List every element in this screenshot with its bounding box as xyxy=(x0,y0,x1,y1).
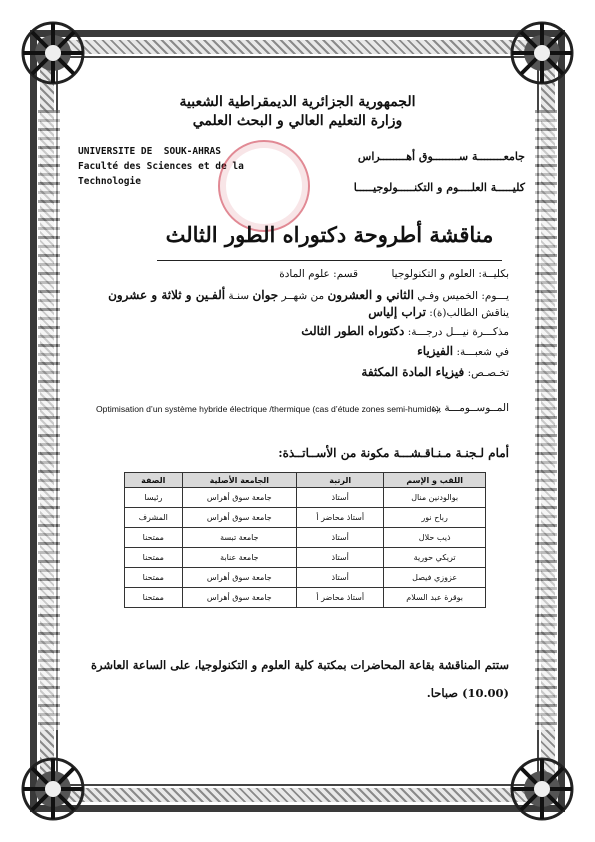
university-name-fr: UNIVERSITE DE SOUK-AHRAS xyxy=(78,146,221,157)
faculty-department-line xyxy=(279,268,509,280)
republic-heading: الجمهورية الجزائرية الديمقراطية الشعبية xyxy=(179,94,416,110)
jury-member-university: جامعة سوق أهراس xyxy=(182,568,296,588)
jury-intro-text: أمام لـجنـة مـنـاقـشـــة مكونة من الأســاتــذة: xyxy=(278,446,509,460)
jury-member-name: رباح نور xyxy=(384,508,486,528)
jury-member-rank: أستاذ xyxy=(297,488,384,508)
student-label: يناقش الطالب(ة): xyxy=(429,307,509,319)
jury-member-role: رئيسا xyxy=(125,488,183,508)
table-row xyxy=(125,488,486,508)
jury-member-name: عزوزي فيصل xyxy=(384,568,486,588)
header-name: اللقب و الإسم xyxy=(384,473,486,488)
jury-member-role: ممتحنا xyxy=(125,548,183,568)
jury-member-university: جامعة سوق أهراس xyxy=(182,588,296,608)
branch-label: في شعبـــة: xyxy=(456,346,509,358)
branch-value: الفيزياء xyxy=(417,344,454,358)
date-year-prefix: سنـة xyxy=(228,290,250,302)
frame-right-chain xyxy=(535,110,557,730)
jury-member-name: بوالودنين منال xyxy=(384,488,486,508)
corner-ornament-bottom-left xyxy=(10,746,96,832)
jury-member-rank: أستاذ xyxy=(297,548,384,568)
department-label: قسم: xyxy=(333,268,359,280)
university-name-ar: جامعــــــــة ســــــــوق أهــــــــراس xyxy=(357,150,525,163)
defense-time-text: (10.00) صباحا. xyxy=(426,686,509,700)
table-row xyxy=(125,588,486,608)
jury-member-university: جامعة عنابة xyxy=(182,548,296,568)
faculty-name-fr: Faculté des Sciences et de la xyxy=(78,161,244,172)
faculty-name-ar: كليـــــة العلــــوم و التكنـــــولوجيـــــا xyxy=(353,181,525,194)
document-title: مناقشة أطروحة دكتوراه الطور الثالث xyxy=(165,221,494,247)
date-month: جوان xyxy=(252,288,279,302)
faculty-name-fr-cont: Technologie xyxy=(78,176,141,187)
thesis-label: المــوســومـــة بـ: xyxy=(431,402,509,414)
specialty-line xyxy=(361,365,509,379)
specialty-label: تخـصـص: xyxy=(467,367,509,379)
jury-member-name: ذيب حلال xyxy=(384,528,486,548)
jury-member-rank: أستاذ xyxy=(297,568,384,588)
jury-member-university: جامعة تبسة xyxy=(182,528,296,548)
jury-member-university: جامعة سوق أهراس xyxy=(182,508,296,528)
degree-label: مذكـــرة نيـــل درجـــة: xyxy=(407,326,509,338)
faculty-label: بكليــة: xyxy=(478,268,509,280)
faculty-value: العلوم و التكنولوجيا xyxy=(391,268,475,280)
date-month-prefix: من شهــر xyxy=(281,290,325,302)
corner-ornament-bottom-right xyxy=(499,746,585,832)
date-line xyxy=(108,288,509,302)
header-university: الجامعة الأصلية xyxy=(182,473,296,488)
defense-location-text: ستتم المناقشة بقاعة المحاضرات بمكتبة كلية العلوم و التكنولوجيا، على الساعة العاشرة xyxy=(90,658,509,672)
jury-member-rank: أستاذ xyxy=(297,528,384,548)
header-rank: الرتبة xyxy=(297,473,384,488)
table-row xyxy=(125,568,486,588)
jury-member-role: ممتحنا xyxy=(125,528,183,548)
date-day: الثاني و العشرون xyxy=(327,288,414,302)
jury-member-role: المشرف xyxy=(125,508,183,528)
document-title-box xyxy=(157,208,502,261)
department-value: علوم المادة xyxy=(279,268,330,280)
table-row xyxy=(125,528,486,548)
jury-member-name: تريكي حورية xyxy=(384,548,486,568)
degree-value: دكتوراه الطور الثالث xyxy=(301,324,405,338)
jury-intro xyxy=(278,446,509,460)
jury-member-rank: أستاذ محاضر أ xyxy=(297,508,384,528)
jury-member-name: بوقرة عبد السلام xyxy=(384,588,486,608)
date-year: ألفـين و ثلاثة و عشرون xyxy=(108,288,226,302)
jury-member-university: جامعة سوق أهراس xyxy=(182,488,296,508)
jury-member-rank: أستاذ محاضر أ xyxy=(297,588,384,608)
ministry-heading: وزارة التعليم العالي و البحث العلمي xyxy=(192,113,403,129)
table-row xyxy=(125,508,486,528)
corner-ornament-top-left xyxy=(10,10,96,96)
degree-line xyxy=(301,324,509,338)
branch-line xyxy=(417,344,509,358)
jury-table-header-row xyxy=(125,473,486,488)
specialty-value: فيزياء المادة المكثفة xyxy=(361,365,465,379)
table-row xyxy=(125,548,486,568)
date-prefix: يـــوم: الخميس وفـي xyxy=(417,290,509,302)
corner-ornament-top-right xyxy=(499,10,585,96)
student-name: تراب إلياس xyxy=(368,305,426,319)
student-line xyxy=(368,305,509,319)
header-role: الصفة xyxy=(125,473,183,488)
thesis-title: Optimisation d’un système hybride électrique /thermique (cas d’étude zones semi-humide). xyxy=(96,404,442,414)
jury-member-role: ممتحنا xyxy=(125,568,183,588)
frame-left-chain xyxy=(38,110,60,730)
jury-table xyxy=(124,472,486,608)
jury-member-role: ممتحنا xyxy=(125,588,183,608)
